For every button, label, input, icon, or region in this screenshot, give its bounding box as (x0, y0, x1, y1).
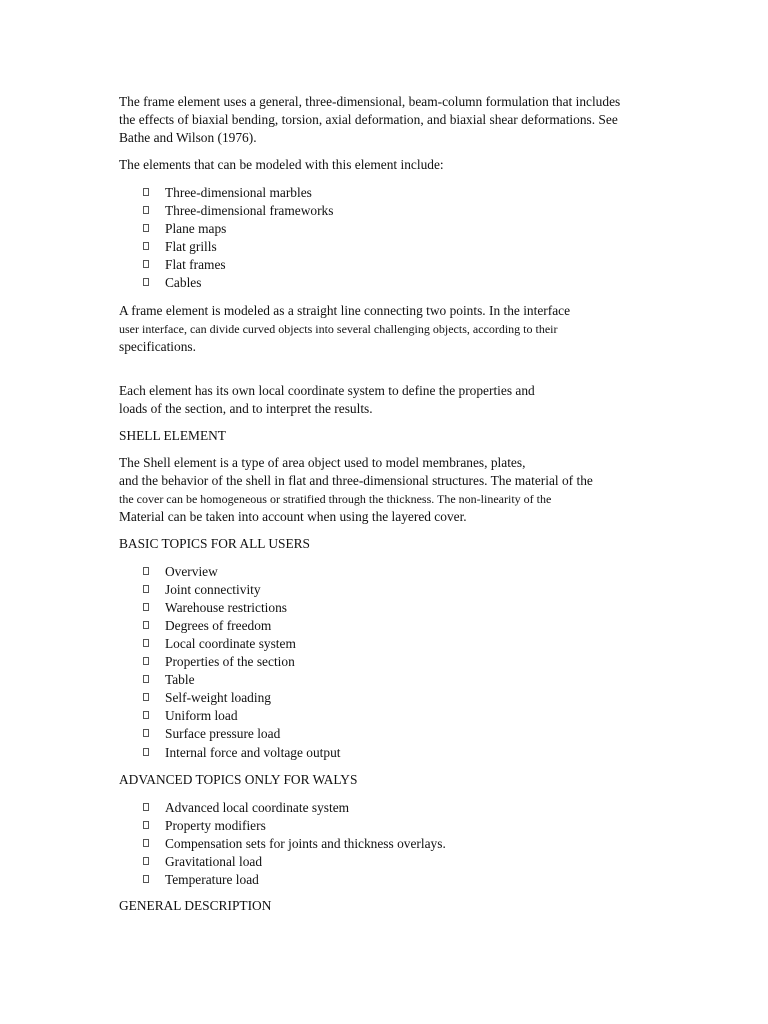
list-item: Advanced local coordinate system (119, 799, 659, 817)
bullet-box-icon (143, 260, 149, 268)
list-item: Property modifiers (119, 817, 659, 835)
list-item: Warehouse restrictions (119, 599, 659, 617)
bullet-box-icon (143, 567, 149, 575)
basic-topics-list (119, 563, 659, 762)
bullet-box-icon (143, 206, 149, 214)
shell-line: and the behavior of the shell in flat and three-dimensional structures. The material of the (119, 472, 593, 488)
bullet-box-icon (143, 803, 149, 811)
intro-line: The frame element uses a general, three-dimensional, beam-column formulation that includes (119, 94, 621, 109)
shell-line: The Shell element is a type of area object used to model membranes, plates, (119, 454, 526, 470)
bullet-box-icon (143, 657, 149, 665)
list-item: Joint connectivity (119, 581, 659, 599)
bullet-box-icon (143, 242, 149, 250)
bullet-box-icon (143, 748, 149, 756)
intro-line: Bathe and Wilson (1976). (119, 130, 257, 145)
document-page (119, 93, 659, 915)
frame-line: A frame element is modeled as a straight line connecting two points. In the interface (119, 302, 571, 318)
shell-element-heading: SHELL ELEMENT (119, 427, 226, 443)
shell-paragraph (119, 454, 659, 526)
bullet-box-icon (143, 188, 149, 196)
list-item: Gravitational load (119, 853, 659, 871)
bullet-box-icon (143, 839, 149, 847)
intro-paragraph (119, 93, 659, 147)
list-item: Cables (119, 274, 659, 292)
bullet-box-icon (143, 729, 149, 737)
elements-list (119, 184, 659, 293)
frame-line: user interface, can divide curved objects into several challenging objects, according to their (119, 321, 558, 336)
shell-line: Material can be taken into account when using the layered cover. (119, 508, 467, 524)
basic-topics-heading: BASIC TOPICS FOR ALL USERS (119, 535, 310, 551)
list-item: Three-dimensional marbles (119, 184, 659, 202)
frame-paragraph (119, 302, 659, 356)
list-item: Compensation sets for joints and thickness overlays. (119, 835, 659, 853)
shell-line: the cover can be homogeneous or stratified through the thickness. The non-linearity of the (119, 491, 552, 506)
frame-line: specifications. (119, 338, 196, 354)
bullet-box-icon (143, 693, 149, 701)
coordinate-paragraph (119, 382, 659, 418)
general-description-heading: GENERAL DESCRIPTION (119, 898, 272, 914)
list-item: Overview (119, 563, 659, 581)
elements-intro-text: The elements that can be modeled with this element include: (119, 157, 444, 172)
list-item: Self-weight loading (119, 689, 659, 707)
list-item: Temperature load (119, 871, 659, 889)
bullet-box-icon (143, 711, 149, 719)
list-item: Local coordinate system (119, 635, 659, 653)
list-item: Uniform load (119, 707, 659, 725)
bullet-box-icon (143, 875, 149, 883)
bullet-box-icon (143, 621, 149, 629)
list-item: Flat frames (119, 256, 659, 274)
bullet-box-icon (143, 675, 149, 683)
list-item: Properties of the section (119, 653, 659, 671)
advanced-topics-list (119, 799, 659, 889)
bullet-box-icon (143, 603, 149, 611)
bullet-box-icon (143, 639, 149, 647)
bullet-box-icon (143, 857, 149, 865)
bullet-box-icon (143, 585, 149, 593)
advanced-topics-heading: ADVANCED TOPICS ONLY FOR WALYS (119, 771, 358, 787)
bullet-box-icon (143, 224, 149, 232)
list-item: Degrees of freedom (119, 617, 659, 635)
coordinate-line: loads of the section, and to interpret the results. (119, 400, 373, 416)
list-item: Internal force and voltage output (119, 744, 659, 762)
bullet-box-icon (143, 821, 149, 829)
intro-line: the effects of biaxial bending, torsion, axial deformation, and biaxial shear deformations. See (119, 112, 618, 127)
coordinate-line: Each element has its own local coordinate system to define the properties and (119, 382, 535, 398)
list-item: Flat grills (119, 238, 659, 256)
list-item: Table (119, 671, 659, 689)
list-item: Surface pressure load (119, 725, 659, 743)
list-item: Three-dimensional frameworks (119, 202, 659, 220)
bullet-box-icon (143, 278, 149, 286)
list-item: Plane maps (119, 220, 659, 238)
